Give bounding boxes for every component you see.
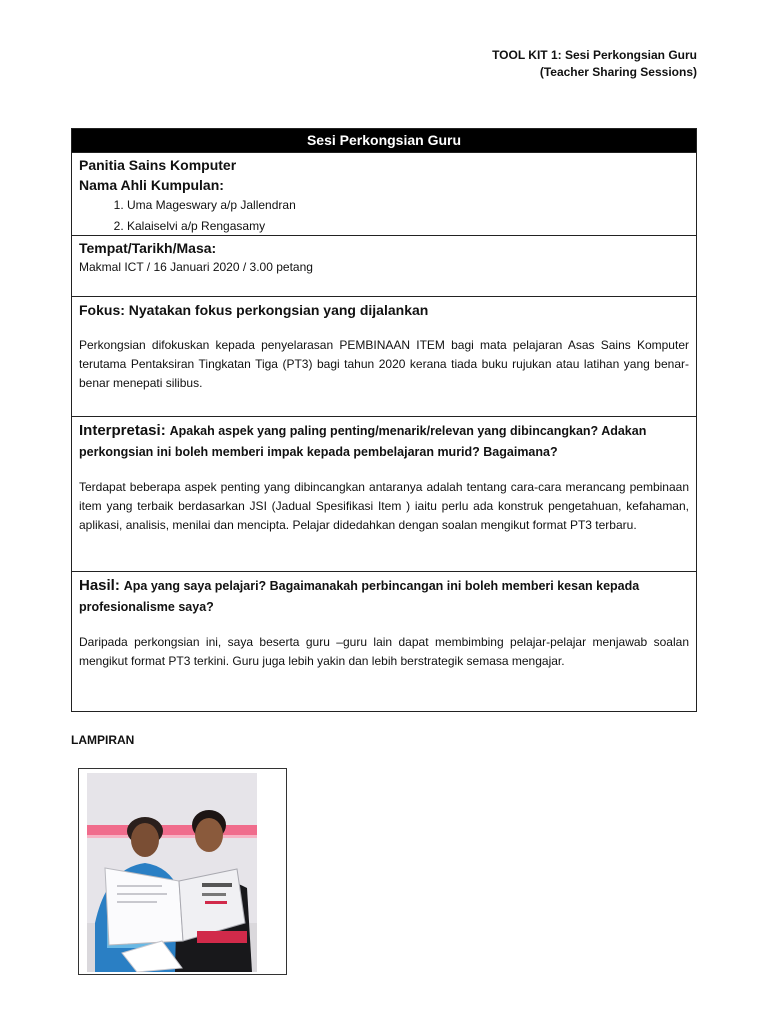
venue-section — [72, 235, 696, 296]
member-item: 1. Uma Mageswary a/p Jallendran — [127, 195, 689, 216]
attachment-photo-frame — [78, 768, 287, 975]
form-title: Sesi Perkongsian Guru — [72, 129, 696, 152]
interpretation-section — [72, 416, 696, 571]
venue-value: Makmal ICT / 16 Januari 2020 / 3.00 petang — [79, 260, 313, 274]
interpretation-text: Terdapat beberapa aspek penting yang dibincangkan antaranya adalah tentang cara-cara merancang pembinaan item yang terbaik berdasarkan JSI (Jadual Spesifikasi Item ) iaitu perlu ada konstruk pengetahuan, kefahaman, aplikasi, analisis, menilai dan mencipta. Pelajar didedahkan dengan soalan mengikut format PT3 terbaru. — [79, 480, 689, 532]
interpretation-heading — [79, 420, 689, 462]
focus-text: Perkongsian difokuskan kepada penyelarasan PEMBINAAN ITEM bagi mata pelajaran Asas Sains Komputer terutama Pentaksiran Tingkatan Tiga (PT3) bagi tahun 2020 kerana tiada buku rujukan atau latihan yang benar-benar menepati silibus. — [79, 338, 689, 390]
header-line-2: (Teacher Sharing Sessions) — [539, 65, 697, 79]
attachment-photo — [87, 773, 257, 972]
venue-heading: Tempat/Tarikh/Masa: — [79, 240, 217, 256]
interpretation-question: Apakah aspek yang paling penting/menarik/relevan yang dibincangkan? Adakan perkongsian ini boleh memberi impak kepada pembelajaran murid? Bagaimana? — [79, 424, 647, 459]
sharing-session-form — [71, 128, 697, 712]
members-list — [79, 195, 689, 237]
panitia-section — [72, 152, 696, 235]
attachment-heading: LAMPIRAN — [71, 733, 135, 747]
focus-heading: Fokus: Nyatakan fokus perkongsian yang dijalankan — [79, 302, 429, 318]
member-item: 2. Kalaiselvi a/p Rengasamy — [127, 216, 689, 237]
panitia-name: Panitia Sains Komputer — [79, 157, 237, 173]
result-question: Apa yang saya pelajari? Bagaimanakah perbincangan ini boleh memberi kesan kepada profesionalisme saya? — [79, 579, 640, 614]
document-header — [492, 47, 697, 81]
interpretation-label: Interpretasi: — [79, 422, 166, 439]
result-section — [72, 571, 696, 711]
members-heading: Nama Ahli Kumpulan: — [79, 177, 224, 193]
result-label: Hasil: — [79, 577, 120, 594]
result-text: Daripada perkongsian ini, saya beserta guru –guru lain dapat membimbing pelajar-pelajar menjawab soalan mengikut format PT3 terkini. Guru juga lebih yakin dan lebih berstrategik semasa mengajar. — [79, 635, 689, 668]
focus-section — [72, 296, 696, 416]
result-heading — [79, 575, 689, 617]
header-line-1: TOOL KIT 1: Sesi Perkongsian Guru — [492, 48, 697, 62]
